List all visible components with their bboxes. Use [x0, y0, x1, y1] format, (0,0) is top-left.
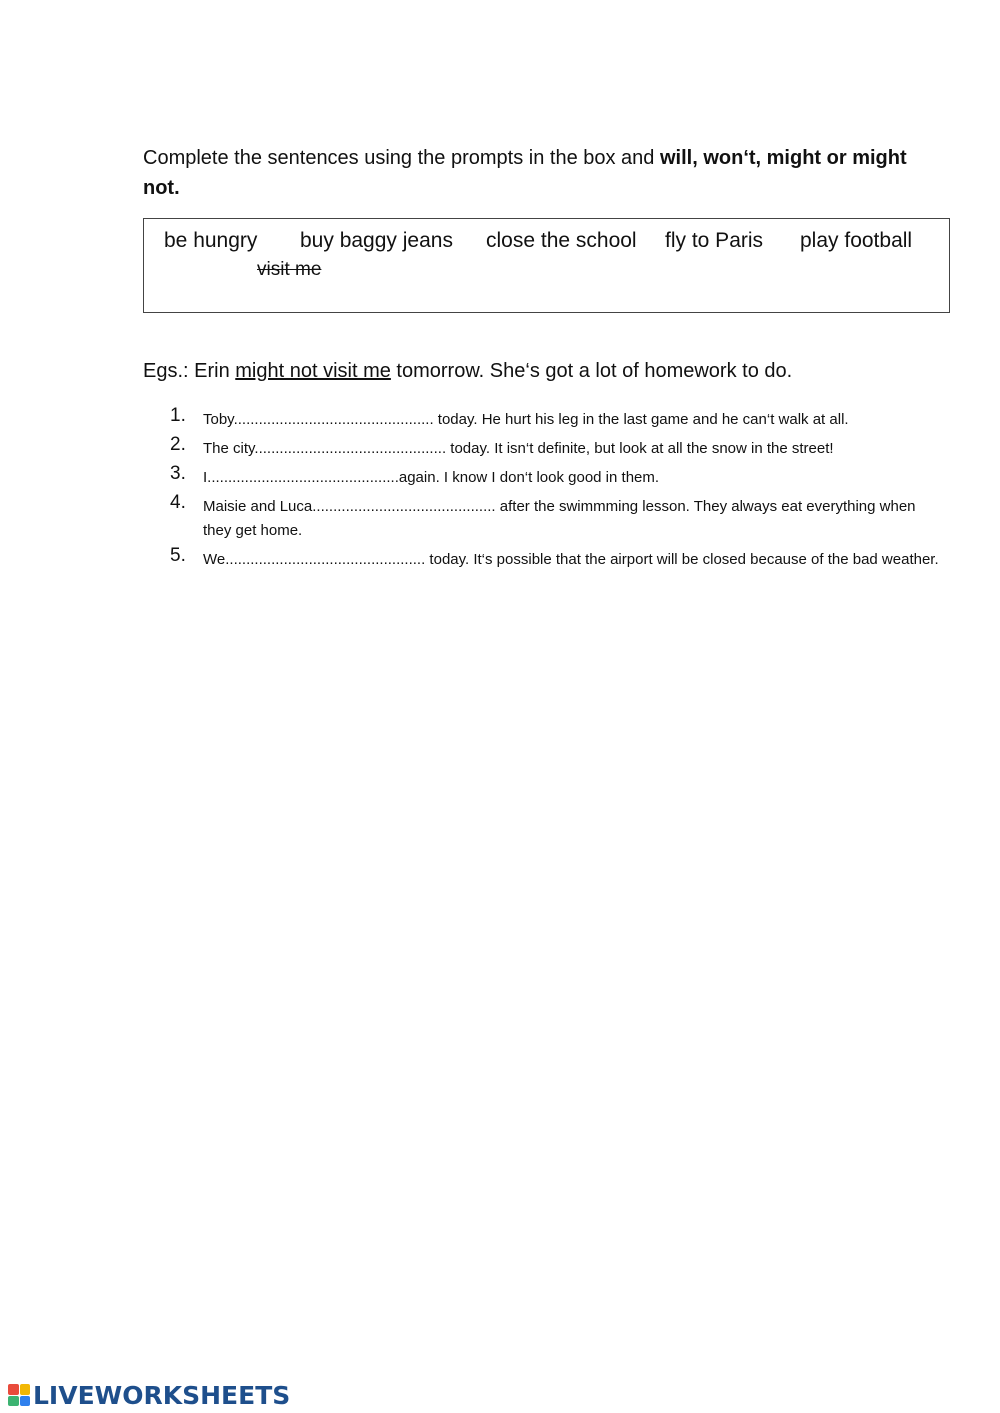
- logo-text: LIVEWORKSHEETS: [33, 1380, 291, 1410]
- logo-block-3: [8, 1396, 19, 1407]
- prompt-visit-me-used: visit me: [257, 259, 322, 280]
- exercise-number: 1.: [170, 405, 186, 426]
- logo-block-4: [20, 1396, 31, 1407]
- instructions: [143, 143, 943, 203]
- example-sentence: [143, 360, 792, 383]
- prompt-play-football: play football: [800, 229, 913, 252]
- exercise-number: 4.: [170, 492, 186, 513]
- example-prefix: Egs.: Erin: [143, 360, 236, 382]
- exercise-number: 5.: [170, 545, 186, 566]
- instructions-text: Complete the sentences using the prompts in the box and: [143, 147, 660, 169]
- example-answer: might not visit me: [235, 360, 391, 382]
- liveworksheets-logo: [8, 1380, 290, 1410]
- prompt-box: [143, 218, 950, 313]
- exercise-text: The city.............................................. today. It isn‘t definite, but look at all the snow in the street!: [203, 440, 834, 457]
- prompt-be-hungry: be hungry: [164, 229, 258, 252]
- prompt-fly-to-paris: fly to Paris: [665, 229, 764, 252]
- logo-block-1: [8, 1384, 19, 1395]
- exercise-number: 2.: [170, 434, 186, 455]
- exercise-text: We................................................ today. It‘s possible that the airport will be closed because of the bad weather.: [203, 551, 939, 568]
- prompt-buy-baggy-jeans: buy baggy jeans: [300, 229, 453, 252]
- prompt-close-the-school: close the school: [486, 229, 637, 252]
- exercise-number: 3.: [170, 463, 186, 484]
- exercise-text: I..............................................again. I know I don‘t look good in them.: [203, 469, 660, 486]
- exercise-text: Maisie and Luca............................................ after the swimmming lesson. They always eat everything when they get home.: [203, 498, 916, 539]
- example-suffix: tomorrow. She‘s got a lot of homework to do.: [390, 360, 793, 382]
- logo-block-2: [20, 1384, 31, 1395]
- logo-blocks-icon: [8, 1384, 30, 1406]
- exercise-text: Toby................................................ today. He hurt his leg in the last game and he can‘t walk at all.: [203, 411, 849, 428]
- instructions-modals: will, won‘t, might or might not.: [143, 147, 907, 199]
